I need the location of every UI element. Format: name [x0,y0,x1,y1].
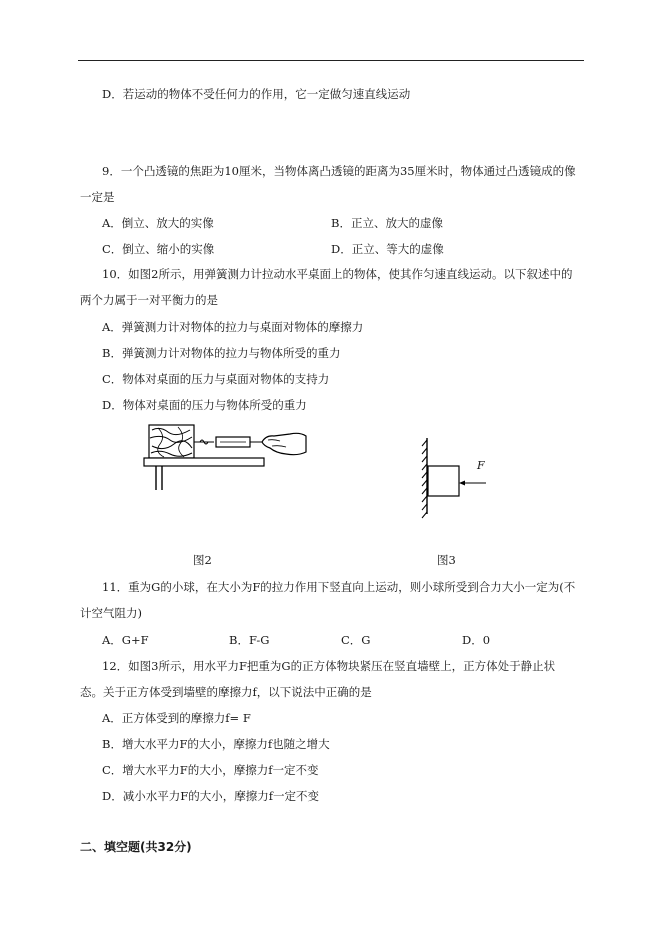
q9-option-b: B．正立、放大的虚像 [331,216,443,230]
q12-option-d: D．减小水平力F的大小，摩擦力f一定不变 [102,789,319,803]
q12-stem-line2: 态。关于正方体受到墙壁的摩擦力f，以下说法中正确的是 [80,685,372,699]
figure-3 [418,436,498,518]
fig2-caption: 图2 [193,553,212,567]
q11-stem-line1: 11．重为G的小球，在大小为F的拉力作用下竖直向上运动，则小球所受到合力大小一定为(不 [102,580,576,594]
q11-option-d: D．0 [462,633,491,647]
q11-option-b: B．F-G [229,633,270,647]
fig3-force-label: F [477,459,485,472]
q9-stem-line2: 一定是 [80,190,115,204]
q9-option-a: A．倒立、放大的实像 [102,216,214,230]
cube [428,466,459,496]
q10-stem-line1: 10．如图2所示，用弹簧测力计拉动水平桌面上的物体，使其作匀速直线运动。以下叙述中的 [102,267,573,281]
q9-option-c: C．倒立、缩小的实像 [102,242,215,256]
table-top [144,458,264,466]
section2-heading: 二、填空题(共32分) [80,840,192,854]
q10-option-c: C．物体对桌面的压力与桌面对物体的支持力 [102,372,330,386]
figure-2 [140,422,310,494]
q12-option-c: C．增大水平力F的大小，摩擦力f一定不变 [102,763,319,777]
q10-option-b: B．弹簧测力计对物体的拉力与物体所受的重力 [102,346,341,360]
q11-stem-line2: 计空气阻力) [80,606,142,620]
q9-stem-line1: 9．一个凸透镜的焦距为10厘米，当物体离凸透镜的距离为35厘米时，物体通过凸透镜成的像 [102,164,576,178]
q12-option-b: B．增大水平力F的大小，摩擦力f也随之增大 [102,737,330,751]
header-rule [78,60,584,61]
q9-option-d: D．正立、等大的虚像 [331,242,444,256]
q8-option-d: D．若运动的物体不受任何力的作用，它一定做匀速直线运动 [102,87,411,101]
q12-option-a: A．正方体受到的摩擦力f= F [102,711,251,725]
hand [262,433,306,454]
q12-stem-line1: 12．如图3所示，用水平力F把重为G的正方体物块紧压在竖直墙壁上，正方体处于静止状 [102,659,556,673]
q10-option-d: D．物体对桌面的压力与物体所受的重力 [102,398,307,412]
q11-option-c: C．G [341,633,371,647]
q10-option-a: A．弹簧测力计对物体的拉力与桌面对物体的摩擦力 [102,320,364,334]
q10-stem-line2: 两个力属于一对平衡力的是 [80,293,218,307]
q11-option-a: A．G+F [102,633,149,647]
fig3-caption: 图3 [437,553,456,567]
